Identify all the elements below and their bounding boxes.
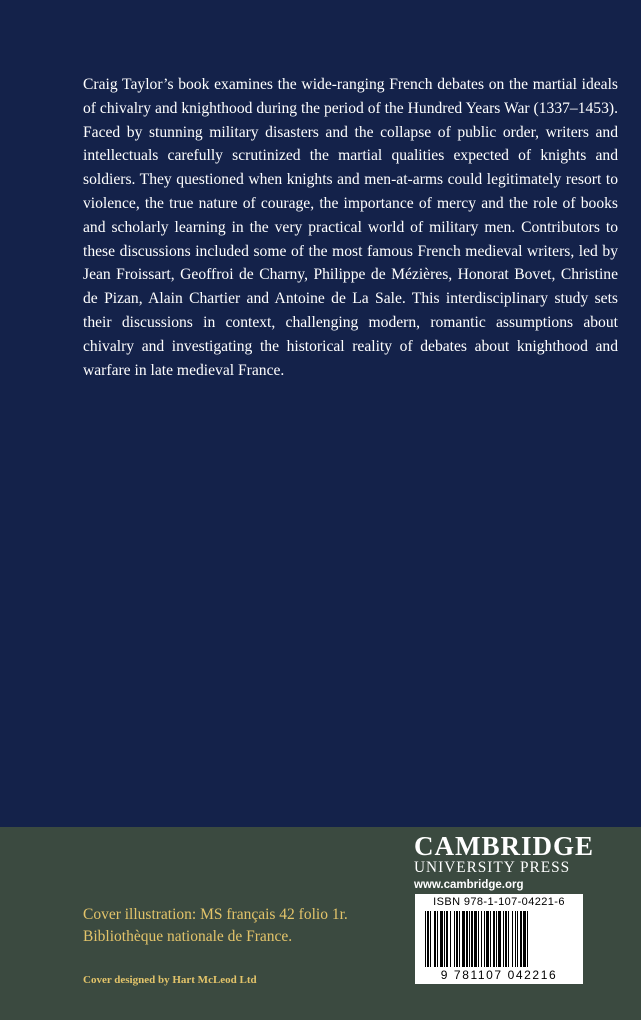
cover-illustration-source: Bibliothèque nationale de France.: [83, 928, 293, 945]
publisher-name: CAMBRIDGE: [414, 831, 595, 861]
publisher-subtitle: UNIVERSITY PRESS: [414, 859, 571, 876]
ean-number: 9 781107 042216: [440, 968, 558, 982]
isbn-barcode: [415, 894, 583, 984]
publisher-url[interactable]: www.cambridge.org: [414, 879, 524, 891]
cover-design-credit: Cover designed by Hart McLeod Ltd: [83, 974, 257, 986]
publisher-block: [414, 831, 595, 891]
cover-illustration-credit: Cover illustration: MS français 42 folio 1r.: [83, 906, 348, 923]
book-description: Craig Taylor’s book examines the wide-ranging French debates on the martial ideals of chivalry and knighthood during the period of the Hundred Years War (1337–1453). Faced by stunning military disasters and the collapse of public order, writers and intellectuals carefully scrutinized the martial qualities expected of knights and soldiers. They questioned when knights and men-at-arms could legitimately resort to violence, the true nature of courage, the importance of mercy and the role of books and scholarly learning in the very practical world of military men. Contributors to these discussions included some of the most famous French medieval writers, led by Jean Froissart, Geoffroi de Charny, Philippe de Mézières, Honorat Bovet, Christine de Pizan, Alain Chartier and Antoine de La Sale. This interdisciplinary study sets their discussions in context, challenging modern, romantic assumptions about chivalry and investigating the historical reality of debates about knighthood and warfare in late medieval France.: [83, 76, 618, 379]
barcode-bars: [425, 911, 573, 969]
isbn-text: ISBN 978-1-107-04221-6: [433, 896, 565, 908]
